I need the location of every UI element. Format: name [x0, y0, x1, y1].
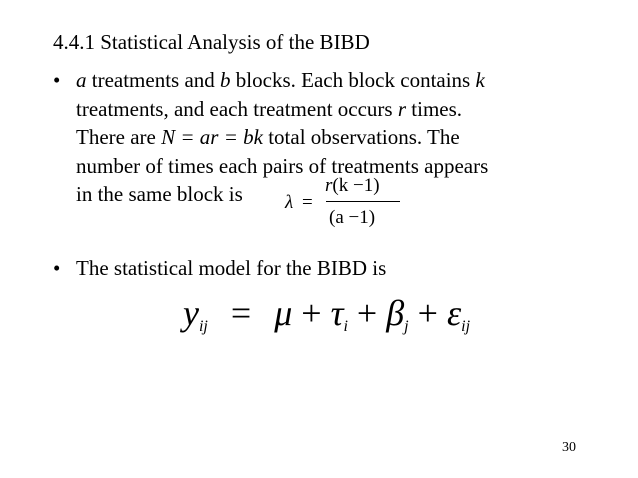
text-fragment: treatments and [86, 68, 221, 92]
plus-sign: + [356, 293, 378, 333]
equation-inline: N = ar = bk [161, 125, 263, 149]
y-subscript: ij [198, 318, 208, 335]
lambda-symbol: λ [285, 192, 294, 213]
fraction-bar [326, 201, 400, 202]
var-b: b [220, 68, 231, 92]
mu-symbol: μ [274, 293, 293, 333]
beta-subscript: j [404, 318, 409, 335]
section-heading: 4.4.1 Statistical Analysis of the BIBD [53, 30, 370, 54]
text-fragment: There are [76, 125, 162, 149]
epsilon-subscript: ij [461, 318, 471, 335]
text-fragment: blocks. Each block contains [230, 68, 476, 92]
epsilon-symbol: ε [446, 293, 462, 333]
fraction-denominator: (a −1) [329, 207, 376, 228]
page-number: 30 [562, 440, 576, 455]
text-line [76, 95, 576, 124]
bullet-text [76, 254, 576, 283]
bullet-marker: • [53, 256, 61, 280]
text-fragment: times. [406, 96, 463, 121]
plus-sign: + [417, 293, 438, 333]
tau-subscript: i [343, 318, 348, 335]
var-r: r [325, 175, 333, 196]
text-line: in the same block is [76, 182, 243, 206]
text-line [76, 123, 576, 152]
var-r: r [397, 96, 407, 121]
bullet-item-model-intro [53, 254, 576, 283]
fraction-numerator [325, 175, 380, 197]
equals-sign: = [302, 192, 313, 213]
text-line: number of times each pairs of treatments appears [76, 153, 489, 178]
tau-symbol: τ [330, 293, 344, 333]
bullet-marker: • [53, 68, 61, 92]
model-equation [183, 292, 470, 336]
numerator-rest: (k −1) [332, 175, 380, 196]
text-fragment: total observations. The [262, 125, 460, 149]
y-symbol: y [183, 293, 199, 333]
lambda-formula [285, 175, 405, 245]
text-fragment: treatments, and each treatment occurs [76, 96, 398, 121]
var-a: a [76, 68, 87, 92]
beta-symbol: β [386, 293, 405, 333]
text-line: The statistical model for the BIBD is [76, 256, 387, 280]
plus-sign: + [301, 293, 322, 333]
var-k: k [475, 68, 485, 92]
text-line [76, 66, 576, 95]
equals-sign: = [230, 293, 252, 333]
